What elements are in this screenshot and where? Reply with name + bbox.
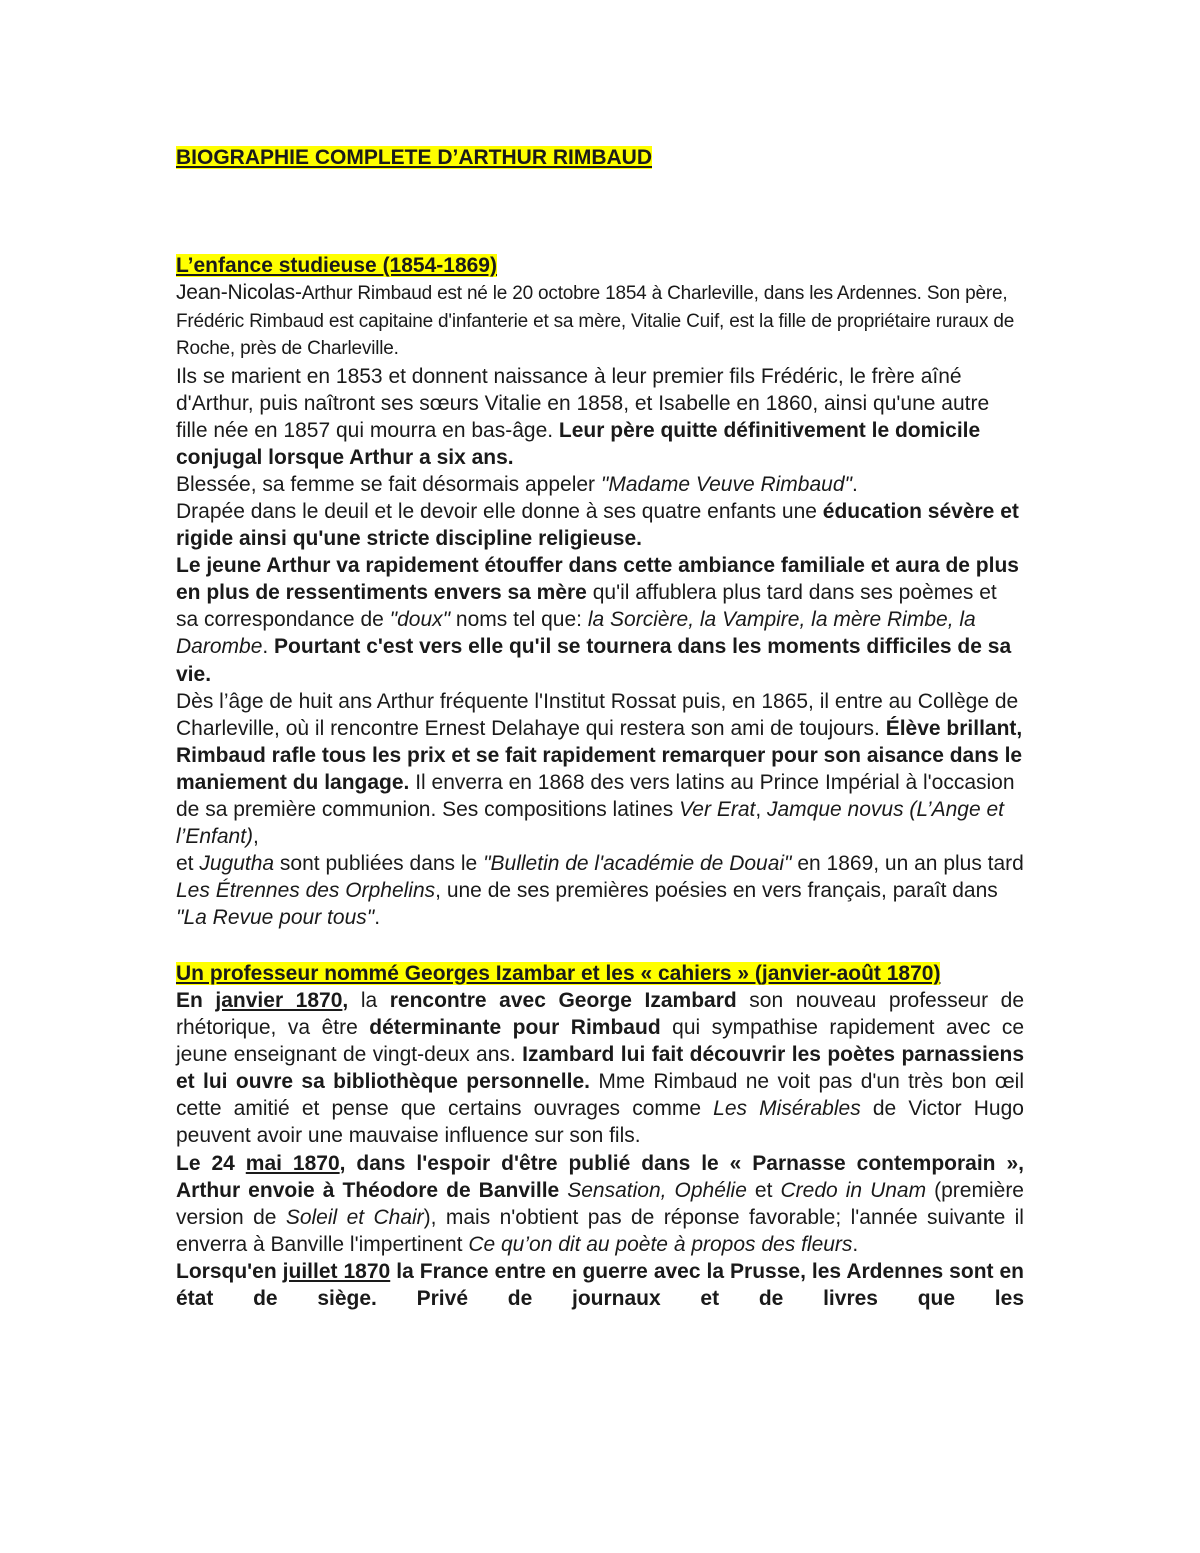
text-run: "Bulletin de l'académie de Douai" [483, 852, 792, 876]
text-run: . [852, 1232, 859, 1256]
text-run: qui sympathise rapidement avec ce jeune enseignant de vingt-deux ans. [176, 1016, 1025, 1067]
text-run: Soleil et Chair [285, 1205, 424, 1229]
section-heading-text: L’enfance studieuse (1854-1869) [176, 254, 497, 277]
text-run: Il enverra en 1868 des vers latins au Prince Impérial à l'occasion de sa première communion. Ses compositions latines [176, 770, 1015, 821]
text-run: , [755, 798, 767, 821]
text-run: rencontre avec George Izambard [389, 989, 737, 1012]
section-heading-text: Un professeur nommé Georges Izambar et les « cahiers » (janvier-août 1870) [176, 962, 941, 985]
text-run: "doux" [389, 608, 451, 632]
text-run: "La Revue pour tous" [176, 906, 375, 930]
text-run: Dès l’âge de huit ans Arthur fréquente l'Institut Rossat puis, en 1865, il entre au Collège de Charleville, où il rencontre Ernest Delahaye qui restera son ami de toujours. [176, 689, 1019, 740]
paragraph [176, 987, 1024, 1150]
text-run: "Madame Veuve Rimbaud" [600, 472, 852, 496]
section-heading [176, 252, 1024, 279]
document-title-text: BIOGRAPHIE COMPLETE D’ARTHUR RIMBAUD [176, 146, 652, 169]
text-run: Blessée, sa femme se fait désormais appeler [176, 472, 601, 496]
text-run: Le jeune Arthur va rapidement étouffer dans cette ambiance familiale et aura de plus en plus de ressentiments envers sa mère [176, 554, 1019, 605]
text-run: en 1869, un an plus tard [791, 852, 1024, 876]
section-heading [176, 960, 1024, 987]
text-run: déterminante pour Rimbaud [369, 1016, 661, 1040]
paragraph [176, 688, 1024, 932]
text-run: , une de ses premières poésies en vers français, paraît dans [435, 879, 998, 903]
text-run: , dans l'espoir d'être publié dans le « Parnasse contemporain », Arthur envoie à Théodore de Banville [176, 1151, 1024, 1202]
text-run: Les Misérables [713, 1097, 861, 1121]
text-run: de Victor Hugo peuvent avoir une mauvaise influence sur son fils. [176, 1097, 1024, 1148]
text-run: et [176, 852, 200, 876]
text-run: Lorsqu'en [176, 1259, 283, 1283]
document-title [176, 145, 1024, 171]
text-run: son nouveau professeur de rhétorique, va être [176, 989, 1025, 1040]
text-run: éducation sévère et rigide ainsi qu'une stricte discipline religieuse. [176, 499, 1019, 551]
text-run: Élève brillant, Rimbaud rafle tous les prix et se fait rapidement remarquer pour son aisance dans le maniement du langage. [176, 716, 1023, 794]
text-run: la Sorcière, la Vampire, la mère Rimbe, la Darombe [176, 608, 976, 659]
paragraph [176, 279, 1024, 363]
paragraph [176, 498, 1024, 552]
text-run: ), mais n'obtient pas de réponse favorable; l'année suivante il enverra à Banville l'impertinent [176, 1205, 1024, 1256]
text-run: (première version de [176, 1178, 1024, 1229]
text-run: juillet 1870 [282, 1259, 391, 1283]
section-enfance [176, 252, 1024, 931]
text-run: Ils se marient en 1853 et donnent naissance à leur premier fils Frédéric, le frère aîné d'Arthur, puis naîtront ses sœurs Vitalie en 1858, et Isabelle en 1860, ainsi qu'une autre fille née en 1857 qui mourra en bas-âge. [176, 364, 990, 442]
text-run: Jugutha [199, 852, 275, 876]
text-run: Jean-Nicolas- [176, 281, 302, 304]
text-run: Izambard lui fait découvrir les poètes parnassiens et lui ouvre sa bibliothèque personnelle. [176, 1043, 1025, 1094]
paragraph [176, 1258, 1024, 1312]
text-run: Drapée dans le deuil et le devoir elle donne à ses quatre enfants une [176, 499, 823, 523]
text-run: Credo in Unam [780, 1178, 927, 1202]
paragraph [176, 552, 1024, 687]
text-run: mai 1870 [245, 1151, 340, 1175]
text-run: , [253, 825, 259, 849]
paragraph [176, 363, 1024, 471]
text-run: Le 24 [176, 1151, 246, 1175]
text-run: . [262, 635, 275, 659]
text-run: noms tel que: [450, 608, 588, 632]
section-izambard [176, 960, 1024, 1312]
text-run: Arthur Rimbaud est né le 20 octobre 1854 à Charleville, dans les Ardennes. Son père, Frédéric Rimbaud est capitaine d'infanterie et sa mère, Vitalie Cuif, est la fille de propriétaire ruraux de Roche, près de Charleville. [176, 283, 1015, 359]
text-run: Leur père quitte définitivement le domicile conjugal lorsque Arthur a six ans. [176, 418, 981, 469]
text-run: sont publiées dans le [274, 852, 484, 876]
paragraph [176, 471, 1024, 498]
text-run: et [746, 1178, 781, 1202]
text-run: Jamque novus (L’Ange et l’Enfant) [176, 798, 1004, 849]
text-run: la [348, 989, 390, 1012]
text-run: , [342, 989, 349, 1012]
text-run: Mme Rimbaud ne voit pas d'un très bon œil cette amitié et pense que certains ouvrages comme [176, 1070, 1024, 1121]
text-run: Ver Erat [679, 798, 756, 821]
text-run: Les Étrennes des Orphelins [176, 879, 436, 903]
text-run: janvier 1870 [215, 989, 343, 1012]
text-run: . [851, 472, 858, 496]
text-run: . [374, 906, 381, 930]
text-run: Pourtant c'est vers elle qu'il se tournera dans les moments difficiles de sa vie. [176, 635, 1012, 686]
text-run: Sensation, Ophélie [567, 1178, 747, 1202]
text-run: En [176, 989, 216, 1012]
paragraph [176, 1150, 1024, 1258]
text-run: Ce qu’on dit au poète à propos des fleurs [468, 1232, 853, 1256]
text-run: qu'il affublera plus tard dans ses poèmes et sa correspondance de [176, 581, 997, 632]
text-run: la France entre en guerre avec la Prusse, les Ardennes sont en état de siège. Privé de journaux et de livres que les [176, 1259, 1025, 1311]
